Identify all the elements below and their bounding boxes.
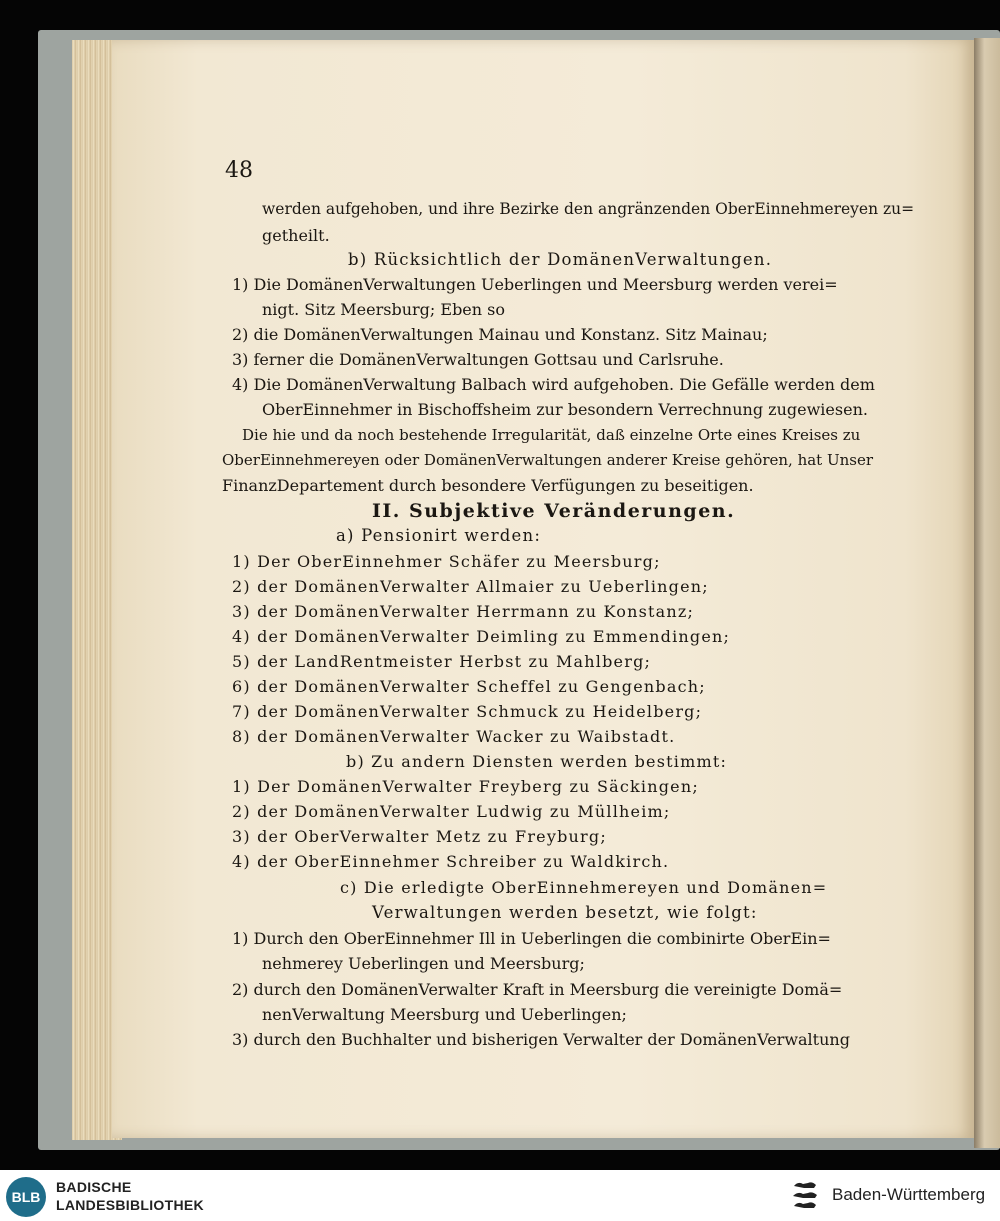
blb-logo-text: BLB bbox=[11, 1189, 41, 1205]
text-line: 2) die DomänenVerwaltungen Mainau und Konstanz. Sitz Mainau; bbox=[232, 325, 768, 344]
list-item: 1) Der DomänenVerwalter Freyberg zu Säckingen; bbox=[232, 777, 699, 796]
text-line: 3) ferner die DomänenVerwaltungen Gottsau und Carlsruhe. bbox=[232, 350, 724, 369]
section-subheading: Verwaltungen werden besetzt, wie folgt: bbox=[372, 903, 758, 922]
page-number: 48 bbox=[225, 158, 253, 183]
list-item: 7) der DomänenVerwalter Schmuck zu Heidelberg; bbox=[232, 702, 703, 721]
list-item: 1) Durch den OberEinnehmer Ill in Ueberlingen die combinirte OberEin= bbox=[232, 929, 831, 948]
lion-crest-icon bbox=[790, 1178, 822, 1214]
section-heading: II. Subjektive Veränderungen. bbox=[372, 500, 736, 522]
section-subheading: a) Pensionirt werden: bbox=[336, 526, 542, 545]
facing-page-edge bbox=[974, 38, 1000, 1148]
text-line: 4) Die DomänenVerwaltung Balbach wird aufgehoben. Die Gefälle werden dem bbox=[232, 375, 875, 394]
text-line: getheilt. bbox=[262, 226, 330, 245]
list-item: 5) der LandRentmeister Herbst zu Mahlberg; bbox=[232, 652, 652, 671]
section-heading: b) Rücksichtlich der DomänenVerwaltungen. bbox=[348, 250, 773, 269]
text-line: werden aufgehoben, und ihre Bezirke den angränzenden OberEinnehmereyen zu= bbox=[262, 200, 915, 218]
footer-bar bbox=[0, 1170, 1000, 1221]
text-line: nehmerey Ueberlingen und Meersburg; bbox=[262, 954, 585, 973]
list-item: 2) der DomänenVerwalter Allmaier zu Ueberlingen; bbox=[232, 577, 709, 596]
section-subheading: b) Zu andern Diensten werden bestimmt: bbox=[346, 752, 728, 771]
list-item: 4) der DomänenVerwalter Deimling zu Emmendingen; bbox=[232, 627, 731, 646]
text-line: nigt. Sitz Meersburg; Eben so bbox=[262, 300, 506, 319]
list-item: 3) der OberVerwalter Metz zu Freyburg; bbox=[232, 827, 607, 846]
library-name-line2: LANDESBIBLIOTHEK bbox=[56, 1197, 204, 1213]
text-line: OberEinnehmereyen oder DomänenVerwaltungen anderer Kreise gehören, hat Unser bbox=[222, 451, 874, 469]
text-line: nenVerwaltung Meersburg und Ueberlingen; bbox=[262, 1005, 627, 1024]
list-item: 3) durch den Buchhalter und bisherigen Verwalter der DomänenVerwaltung bbox=[232, 1030, 850, 1049]
list-item: 6) der DomänenVerwalter Scheffel zu Gengenbach; bbox=[232, 677, 706, 696]
text-line: OberEinnehmer in Bischoffsheim zur besondern Verrechnung zugewiesen. bbox=[262, 400, 868, 419]
list-item: 1) Der OberEinnehmer Schäfer zu Meersburg; bbox=[232, 552, 661, 571]
blb-logo-icon[interactable] bbox=[6, 1177, 46, 1217]
text-line: Die hie und da noch bestehende Irregularität, daß einzelne Orte eines Kreises zu bbox=[242, 426, 861, 444]
list-item: 2) der DomänenVerwalter Ludwig zu Müllheim; bbox=[232, 802, 671, 821]
text-line: 1) Die DomänenVerwaltungen Ueberlingen und Meersburg werden verei= bbox=[232, 275, 838, 294]
library-name-line1: BADISCHE bbox=[56, 1179, 132, 1195]
section-subheading: c) Die erledigte OberEinnehmereyen und Domänen= bbox=[340, 878, 828, 897]
list-item: 2) durch den DomänenVerwalter Kraft in Meersburg die vereinigte Domä= bbox=[232, 980, 843, 999]
text-line: FinanzDepartement durch besondere Verfügungen zu beseitigen. bbox=[222, 476, 754, 495]
state-label: Baden-Württemberg bbox=[832, 1185, 986, 1204]
list-item: 3) der DomänenVerwalter Herrmann zu Konstanz; bbox=[232, 602, 695, 621]
list-item: 4) der OberEinnehmer Schreiber zu Waldkirch. bbox=[232, 852, 670, 871]
list-item: 8) der DomänenVerwalter Wacker zu Waibstadt. bbox=[232, 727, 676, 746]
